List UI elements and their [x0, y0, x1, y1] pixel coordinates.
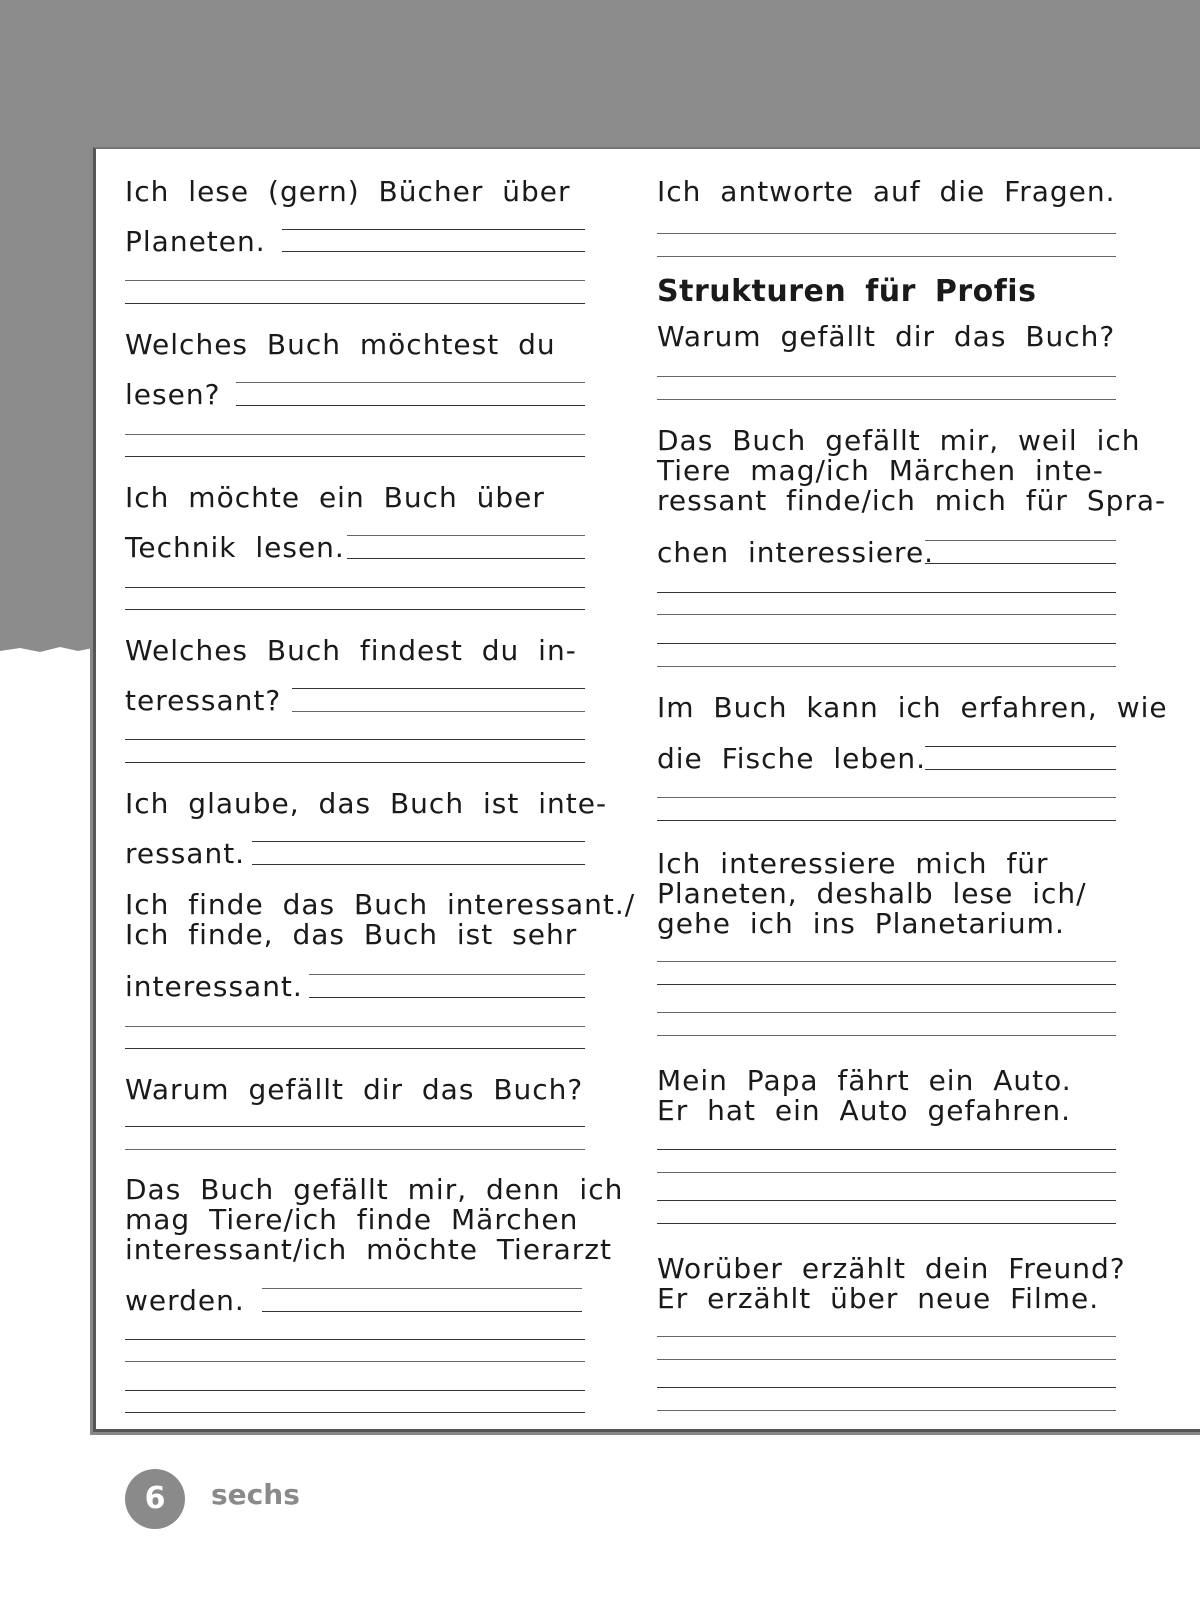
answer-line[interactable] [125, 1126, 585, 1127]
prompt-text: Welches Buch möchtest du [125, 328, 556, 361]
answer-line[interactable] [657, 399, 1116, 400]
prompt-text: Warum gefällt dir das Buch? [657, 320, 1116, 353]
prompt-text: Das Buch gefällt mir, weil ich Tiere mag/ich Märchen inte- ressant finde/ich mich für Spra- [657, 424, 1167, 517]
prompt-text: Planeten. [125, 225, 266, 258]
answer-line[interactable] [125, 1412, 585, 1413]
prompt-text: chen interessiere. [657, 536, 935, 569]
prompt-text: Worüber erzählt dein Freund? Er erzählt über neue Filme. [657, 1252, 1126, 1315]
prompt-text: Welches Buch findest du in- [125, 634, 577, 667]
answer-line[interactable] [292, 711, 585, 712]
page-number-word: sechs [211, 1478, 300, 1511]
answer-line[interactable] [282, 251, 585, 252]
answer-line[interactable] [125, 609, 585, 610]
answer-line[interactable] [657, 1172, 1116, 1173]
prompt-text: Ich finde das Buch interessant./ Ich finde, das Buch ist sehr [125, 888, 636, 951]
answer-line[interactable] [125, 1361, 585, 1362]
prompt-text: Im Buch kann ich erfahren, wie [657, 691, 1168, 724]
answer-line[interactable] [125, 1048, 585, 1049]
answer-line[interactable] [309, 997, 585, 998]
answer-line[interactable] [347, 535, 585, 536]
prompt-text: Technik lesen. [125, 531, 345, 564]
answer-line[interactable] [125, 587, 585, 588]
answer-line[interactable] [657, 1012, 1116, 1013]
answer-line[interactable] [657, 1035, 1116, 1036]
prompt-text: interessant. [125, 970, 303, 1003]
answer-line[interactable] [925, 769, 1116, 770]
answer-line[interactable] [282, 229, 585, 230]
answer-line[interactable] [125, 762, 585, 763]
answer-line[interactable] [925, 540, 1116, 541]
answer-line[interactable] [657, 1200, 1116, 1201]
answer-line[interactable] [125, 303, 585, 304]
answer-line[interactable] [347, 558, 585, 559]
answer-line[interactable] [657, 1410, 1116, 1411]
answer-line[interactable] [657, 376, 1116, 377]
answer-line[interactable] [657, 820, 1116, 821]
prompt-text: Ich möchte ein Buch über [125, 481, 545, 514]
prompt-text: werden. [125, 1284, 245, 1317]
answer-line[interactable] [657, 1336, 1116, 1337]
answer-line[interactable] [262, 1288, 582, 1289]
answer-line[interactable] [657, 1359, 1116, 1360]
prompt-text: lesen? [125, 378, 221, 411]
answer-line[interactable] [125, 1149, 585, 1150]
answer-line[interactable] [657, 256, 1116, 257]
prompt-text: Ich glaube, das Buch ist inte- [125, 787, 608, 820]
prompt-text: Ich antworte auf die Fragen. [657, 175, 1116, 208]
answer-line[interactable] [309, 974, 585, 975]
answer-line[interactable] [657, 1223, 1116, 1224]
prompt-text: teressant? [125, 684, 282, 717]
answer-line[interactable] [125, 1390, 585, 1391]
answer-line[interactable] [657, 961, 1116, 962]
answer-line[interactable] [125, 739, 585, 740]
prompt-text: Warum gefällt dir das Buch? [125, 1073, 584, 1106]
answer-line[interactable] [657, 592, 1116, 593]
answer-line[interactable] [236, 405, 585, 406]
section-heading: Strukturen für Profis [657, 274, 1037, 309]
answer-line[interactable] [925, 563, 1116, 564]
answer-line[interactable] [125, 280, 585, 281]
prompt-text: Das Buch gefällt mir, denn ich mag Tiere/ich finde Märchen interessant/ich möchte Tierarzt [125, 1173, 624, 1266]
answer-line[interactable] [125, 1339, 585, 1340]
answer-line[interactable] [262, 1311, 582, 1312]
answer-line[interactable] [252, 841, 585, 842]
answer-line[interactable] [252, 864, 585, 865]
prompt-text: Ich lese (gern) Bücher über [125, 175, 571, 208]
answer-line[interactable] [925, 746, 1116, 747]
answer-line[interactable] [236, 382, 585, 383]
answer-line[interactable] [657, 984, 1116, 985]
prompt-text: Mein Papa fährt ein Auto. Er hat ein Auto gefahren. [657, 1064, 1072, 1127]
answer-line[interactable] [125, 456, 585, 457]
answer-line[interactable] [657, 666, 1116, 667]
answer-line[interactable] [657, 1149, 1116, 1150]
answer-line[interactable] [657, 1387, 1116, 1388]
answer-line[interactable] [292, 688, 585, 689]
answer-line[interactable] [657, 797, 1116, 798]
answer-line[interactable] [657, 233, 1116, 234]
answer-line[interactable] [657, 614, 1116, 615]
answer-line[interactable] [657, 643, 1116, 644]
page-number-badge: 6 [125, 1469, 185, 1529]
prompt-text: Ich interessiere mich für Planeten, deshalb lese ich/ gehe ich ins Planetarium. [657, 847, 1087, 940]
answer-line[interactable] [125, 434, 585, 435]
prompt-text: die Fische leben. [657, 742, 927, 775]
prompt-text: ressant. [125, 837, 246, 870]
answer-line[interactable] [125, 1026, 585, 1027]
